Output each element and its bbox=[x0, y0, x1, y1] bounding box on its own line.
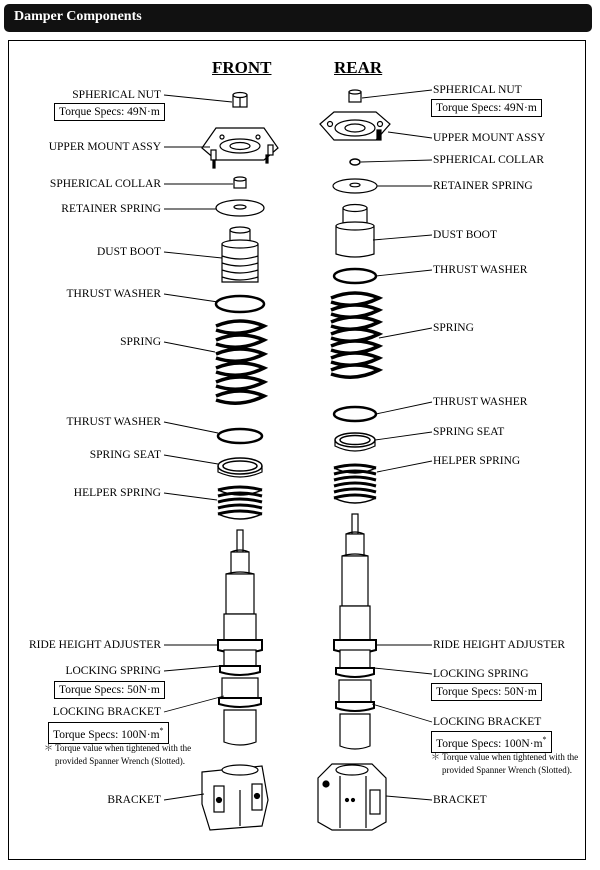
rear-helper-spring bbox=[334, 465, 376, 503]
front-spherical-nut-label: SPHERICAL NUT bbox=[72, 89, 161, 101]
rear-heading: REAR bbox=[334, 58, 383, 77]
rear-thrust-washer-top-label: THRUST WASHER bbox=[433, 264, 528, 276]
page-title: Damper Components bbox=[14, 9, 142, 24]
rear-helper-spring-label: HELPER SPRING bbox=[433, 455, 521, 467]
rear-spherical-nut-torque: Torque Specs: 49N·m bbox=[431, 99, 542, 117]
front-main-spring bbox=[216, 321, 264, 403]
rear-spherical-collar-label: SPHERICAL COLLAR bbox=[433, 154, 545, 166]
rear-torque-note-1: ＊ Torque value when tightened with the bbox=[431, 752, 579, 762]
rear-ride-height-adjuster-label: RIDE HEIGHT ADJUSTER bbox=[433, 639, 566, 651]
front-upper-mount bbox=[202, 128, 278, 168]
front-damper-assembly bbox=[202, 93, 278, 831]
front-thrust-washer-bottom-label: THRUST WASHER bbox=[66, 416, 161, 428]
front-spherical-collar-label: SPHERICAL COLLAR bbox=[49, 178, 161, 190]
rear-bracket bbox=[318, 764, 386, 830]
front-thrust-washer-top bbox=[216, 296, 264, 312]
front-dust-boot bbox=[222, 227, 258, 282]
rear-spherical-collar bbox=[350, 159, 360, 165]
rear-locking-bracket-label: LOCKING BRACKET bbox=[433, 716, 542, 728]
rear-shock-body bbox=[334, 514, 376, 749]
rear-locking-bracket-torque-text: Torque Specs: 100N·m bbox=[436, 737, 543, 750]
rear-spring-label: SPRING bbox=[433, 322, 474, 334]
front-ride-height-adjuster-label: RIDE HEIGHT ADJUSTER bbox=[28, 639, 161, 651]
front-spherical-collar bbox=[234, 177, 246, 188]
rear-upper-mount bbox=[320, 112, 390, 140]
rear-upper-mount-label: UPPER MOUNT ASSY bbox=[433, 132, 546, 144]
front-locking-bracket-label: LOCKING BRACKET bbox=[52, 706, 161, 718]
rear-dust-boot-label: DUST BOOT bbox=[433, 229, 498, 241]
front-heading: FRONT bbox=[212, 58, 272, 77]
rear-thrust-washer-top bbox=[334, 269, 376, 283]
front-thrust-washer-top-label: THRUST WASHER bbox=[66, 288, 161, 300]
front-torque-note-2: provided Spanner Wrench (Slotted). bbox=[55, 756, 185, 766]
rear-spring-seat bbox=[335, 433, 375, 451]
rear-retainer-spring bbox=[333, 179, 377, 193]
rear-bracket-label: BRACKET bbox=[433, 794, 487, 806]
rear-spherical-nut bbox=[349, 90, 361, 102]
front-asterisk: * bbox=[159, 726, 164, 735]
rear-torque-note-2: provided Spanner Wrench (Slotted). bbox=[442, 765, 572, 775]
front-locking-spring-torque: Torque Specs: 50N·m bbox=[54, 681, 165, 699]
front-upper-mount-label: UPPER MOUNT ASSY bbox=[48, 141, 161, 153]
rear-leader-lines bbox=[361, 90, 432, 800]
front-spring-seat bbox=[218, 458, 262, 477]
front-spring-seat-label: SPRING SEAT bbox=[89, 449, 161, 461]
front-spring-label: SPRING bbox=[120, 336, 161, 348]
front-spherical-nut-torque: Torque Specs: 49N·m bbox=[54, 103, 165, 121]
rear-dust-boot bbox=[336, 205, 374, 258]
rear-thrust-washer-bottom-label: THRUST WASHER bbox=[433, 396, 528, 408]
front-locking-spring-label: LOCKING SPRING bbox=[65, 665, 161, 677]
front-bracket-label: BRACKET bbox=[107, 794, 161, 806]
rear-thrust-washer-bottom bbox=[334, 407, 376, 421]
front-helper-spring-label: HELPER SPRING bbox=[73, 487, 161, 499]
rear-locking-spring-label: LOCKING SPRING bbox=[433, 668, 529, 680]
rear-spherical-nut-label: SPHERICAL NUT bbox=[433, 84, 522, 96]
front-torque-note-1: ＊ Torque value when tightened with the bbox=[44, 743, 192, 753]
front-shock-body bbox=[218, 530, 262, 745]
rear-damper-assembly bbox=[318, 90, 390, 830]
front-dust-boot-label: DUST BOOT bbox=[96, 246, 161, 258]
front-spherical-nut bbox=[233, 93, 247, 108]
rear-spring-seat-label: SPRING SEAT bbox=[433, 426, 505, 438]
front-helper-spring bbox=[218, 487, 262, 519]
rear-main-spring bbox=[331, 293, 379, 377]
front-thrust-washer-bottom bbox=[218, 429, 262, 443]
rear-retainer-spring-label: RETAINER SPRING bbox=[433, 180, 533, 192]
front-retainer-spring-label: RETAINER SPRING bbox=[61, 203, 161, 215]
rear-locking-spring-torque: Torque Specs: 50N·m bbox=[431, 683, 542, 701]
front-bracket bbox=[202, 765, 268, 830]
front-locking-bracket-torque-text: Torque Specs: 100N·m bbox=[53, 728, 160, 741]
rear-asterisk: * bbox=[542, 735, 547, 744]
front-retainer-spring bbox=[216, 200, 264, 216]
